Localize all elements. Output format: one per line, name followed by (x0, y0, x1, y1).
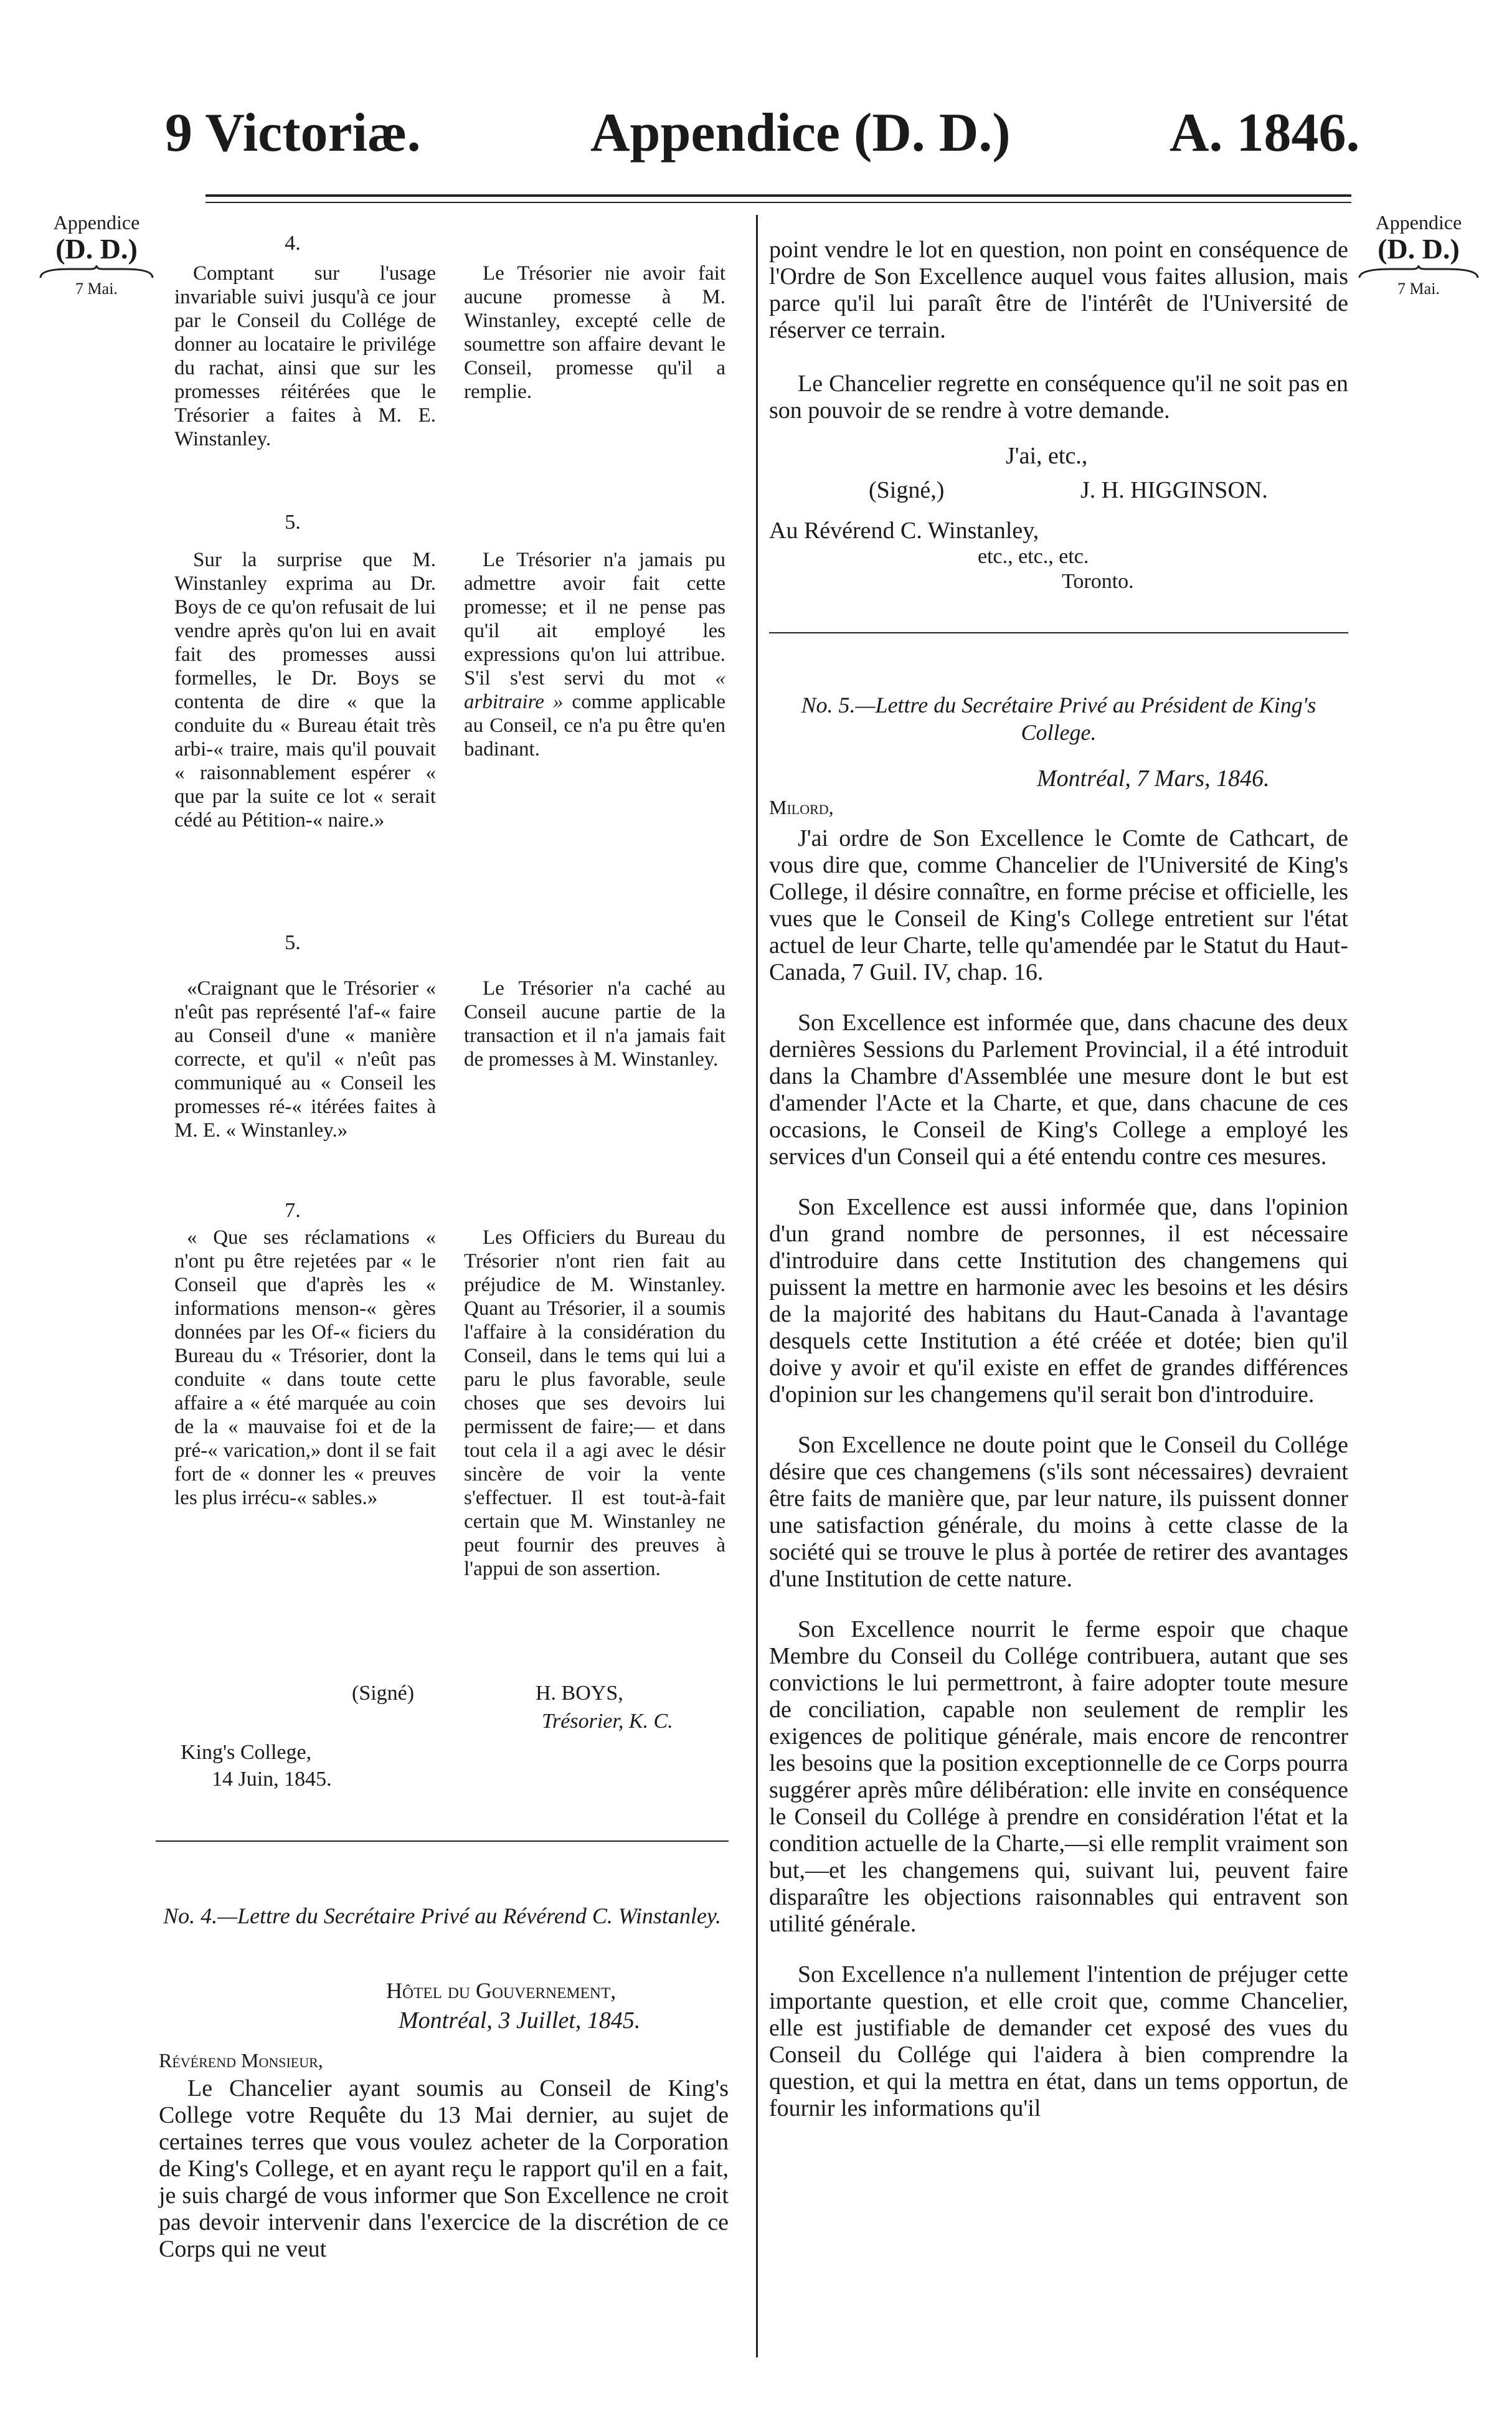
header-left: 9 Victoriæ. (165, 103, 421, 163)
header-rule-2 (206, 202, 1351, 203)
letter5-heading-no: No. 5. (801, 693, 856, 718)
left-margin-note (37, 212, 156, 298)
letter5-place-date: Montréal, 7 Mars, 1846. (1037, 765, 1270, 792)
letter5-body (769, 825, 1348, 2122)
item-claim-text: Comptant sur l'usage invariable suivi jusqu'à ce jour par le Conseil du Collége de donner au locataire le privilége du rachat, ainsi que sur les promesses réitérées que le Trésorier a faites à M. E. Winstanley. (174, 262, 436, 450)
right-regret (769, 371, 1348, 424)
right-addressee-etc: etc., etc., etc. (978, 545, 1089, 568)
right-continuation-text: point vendre le lot en question, non point en conséquence de l'Ordre de Son Excellence auquel vous faites allusion, mais parce qu'il lui paraît être de l'intérêt de l'Université de réserver ce terrain. (769, 237, 1348, 343)
response-emphasis: « arbitraire » (464, 667, 725, 713)
item-response (464, 548, 725, 761)
letter5-paragraph: Son Excellence nourrit le ferme espoir que chaque Membre du Conseil du Collége contribuera, autant que ses convictions le lui permettront, à faire adopter toute mesure de conciliation, capable non seulement de remplir les exigences de politique générale, mais encore de rencontrer les besoins que la position exceptionnelle de ce Corps pourra suggérer après mûre délibération: elle invite en conséquence le Conseil du Collége à prendre en considération l'état et la condition actuelle de la Charte,—si elle remplit vraiment son but,—et les changemens qui, suivant lui, peuvent faire disparaître les objections raisonnables qui entravent son utilité générale. (769, 1616, 1348, 1937)
brace-icon (1356, 265, 1481, 280)
item-response (464, 262, 725, 404)
right-regret-text: Le Chancelier regrette en conséquence qu'il ne soit pas en son pouvoir de se rendre à votre demande. (769, 371, 1348, 424)
header-right: A. 1846. (1169, 103, 1360, 163)
item-response-text: Le Trésorier n'a caché au Conseil aucune partie de la transaction et il n'a jamais fait de promesses à M. Winstanley. (464, 977, 725, 1071)
signed-label: (Signé) (352, 1682, 415, 1705)
right-signed: (Signé,) (869, 477, 945, 503)
item-response-text: Les Officiers du Bureau du Trésorier n'ont rien fait au préjudice de M. Winstanley. Quant au Trésorier, il a soumis l'affaire à la considération du Conseil, dans le tems qui lui a paru le plus favorable, seule choses que ses devoirs lui permissent de faire;— et dans tout cela il a agi avec le désir sincère de voir la vente s'effectuer. Il est tout-à-fait certain que M. Winstanley ne peut fournir des preuves à l'appui de son assertion. (464, 1226, 725, 1580)
letter4-heading (159, 1903, 725, 1929)
right-addressee: Au Révérend C. Winstanley, (769, 518, 1039, 544)
letter4-heading-title: —Lettre du Secrétaire Privé au Révérend C. Winstanley. (217, 1903, 721, 1928)
item-response-text (464, 548, 725, 761)
letter5-paragraph: Son Excellence n'a nullement l'intention de préjuger cette importante question, et elle croit que, comme Chancelier, elle est justifiable de demander cet exposé des vues du Conseil du Collége qui l'aidera à bien comprendre la question, et qui la mettra en état, dans un tems opportun, de fournir les informations qu'il (769, 1961, 1348, 2121)
column-divider (756, 215, 758, 2357)
letter4-address: Hôtel du Gouvernement, (386, 1978, 617, 2003)
letter5-paragraph: Son Excellence est informée que, dans chacune des deux dernières Sessions du Parlement Provincial, il a été introduit dans la Chambre d'Assemblée une mesure dont le but est d'amender l'Acte et la Charte, et que, dans chacune de ces occasions, le Conseil de King's College a employé les services d'un Conseil qui a été entendu contre ces mesures. (769, 1010, 1348, 1170)
item-claim-text: Sur la surprise que M. Winstanley exprima au Dr. Boys de ce qu'on refusait de lui vendre après qu'on lui en avait fait des promesses aussi formelles, le Dr. Boys se contenta de dire « que la conduite du « Bureau était très arbi-« traire, mais qu'il pouvait « raisonnablement espérer « que par la suite ce lot « serait cédé au Pétition-« naire.» (174, 549, 436, 831)
left-margin-date: 7 Mai. (75, 279, 118, 298)
letter5-paragraph: Son Excellence est aussi informée que, dans l'opinion d'un grand nombre de personnes, il est nécessaire d'introduire dans cette Institution des changemens qui puissent la mettre en harmonie avec les besoins et les désirs de la majorité des habitans du Haut-Canada à l'avantage desquels cette Institution a été créée et dotée; bien qu'il doive y avoir et qu'il existe en effet de grandes différences d'opinion sur les changemens qu'il serait bon d'introduire. (769, 1194, 1348, 1408)
item-response (464, 1226, 725, 1581)
letter4-place-date: Montréal, 3 Juillet, 1845. (399, 2007, 641, 2034)
right-margin-date: 7 Mai. (1397, 279, 1440, 298)
item-claim (174, 1226, 436, 1510)
signer-title: Trésorier, K. C. (542, 1710, 673, 1733)
header-center: Appendice (D. D.) (590, 103, 1011, 163)
right-margin-note (1356, 212, 1481, 298)
item-number: 5. (285, 931, 301, 954)
letter5-paragraph: Son Excellence ne doute point que le Conseil du Collége désire que ces changemens (s'ils sont nécessaires) devraient être faits de manière que, par leur nature, ils puissent donner une satisfaction générale, du moins à cette classe de la société qui se trouve le plus à portée de retirer des avantages d'une Institution de cette nature. (769, 1432, 1348, 1592)
right-margin-code: (D. D.) (1377, 233, 1460, 265)
response-text-post: comme applicable au Conseil, ce n'a pu être qu'en badinant. (464, 691, 725, 760)
left-margin-label: Appendice (53, 211, 140, 234)
section-rule (156, 1840, 729, 1842)
letter4-salutation: Révérend Monsieur, (159, 2049, 323, 2072)
letter5-heading (769, 691, 1348, 746)
item-claim (174, 262, 436, 451)
letter5-paragraph: J'ai ordre de Son Excellence le Comte de Cathcart, de vous dire que, comme Chancelier de l'Université de King's College, il désire connaître, en forme précise et officielle, les vues que le Conseil de King's College entretient sur l'état actuel de leur Charte, telle qu'amendée par le Statut du Haut-Canada, 7 Guil. IV, chap. 16. (769, 825, 1348, 985)
item-number: 7. (285, 1199, 301, 1222)
right-continuation (769, 237, 1348, 344)
section-rule (769, 632, 1348, 633)
letter4-heading-no: No. 4. (163, 1903, 218, 1928)
letter5-salutation: Milord, (769, 796, 834, 818)
signature-place: King's College, (181, 1741, 312, 1764)
left-margin-code: (D. D.) (55, 233, 138, 265)
brace-icon (37, 265, 156, 280)
item-claim-text: «Craignant que le Trésorier « n'eût pas représenté l'af-« faire au Conseil d'une « manière correcte, et qu'il « n'eût pas communiqué au « Conseil les promesses ré-« itérées faites à M. E. « Winstanley.» (174, 977, 436, 1142)
letter4-body-text: Le Chancelier ayant soumis au Conseil de King's College votre Requête du 13 Mai dernier, au sujet de certaines terres que vous voulez acheter de la Corporation de King's College, et en ayant reçu le rapport qu'il en a fait, je suis chargé de vous informer que Son Excellence ne croit pas devoir intervenir dans l'exercice de la discrétion de ce Corps qui ne veut (159, 2075, 729, 2262)
header-rule-1 (206, 194, 1351, 197)
right-margin-label: Appendice (1375, 211, 1462, 234)
item-claim-text: « Que ses réclamations « n'ont pu être rejetées par « le Conseil que d'après les « informations menson-« gères données par les Of-« ficiers du Bureau du « Trésorier, dont la conduite « dans toute cette affaire a « été marquée au coin de la « mauvaise foi et de la pré-« varication,» dont il se fait fort de « donner les « preuves les plus irrécu-« sables.» (174, 1226, 436, 1509)
right-signer: J. H. HIGGINSON. (1080, 477, 1268, 503)
right-closing: J'ai, etc., (1006, 443, 1088, 469)
letter5-heading-title: —Lettre du Secrétaire Privé au Président de King's College. (855, 693, 1316, 745)
response-text-pre: Le Trésorier n'a jamais pu admettre avoir fait cette promesse; et il ne pense pas qu'il ait employé les expressions qu'on lui attribue. S'il s'est servi du mot (464, 549, 725, 689)
item-number: 5. (285, 511, 301, 534)
item-response-text: Le Trésorier nie avoir fait aucune promesse à M. Winstanley, excepté celle de soumettre son affaire devant le Conseil, promesse qu'il a remplie. (464, 262, 725, 403)
item-claim (174, 548, 436, 832)
signature-date: 14 Juin, 1845. (212, 1768, 332, 1791)
item-number: 4. (285, 232, 301, 255)
letter4-body (159, 2075, 729, 2263)
item-claim (174, 977, 436, 1142)
item-response (464, 977, 725, 1071)
signer-name: H. BOYS, (536, 1682, 623, 1705)
right-addressee-place: Toronto. (1062, 570, 1134, 593)
